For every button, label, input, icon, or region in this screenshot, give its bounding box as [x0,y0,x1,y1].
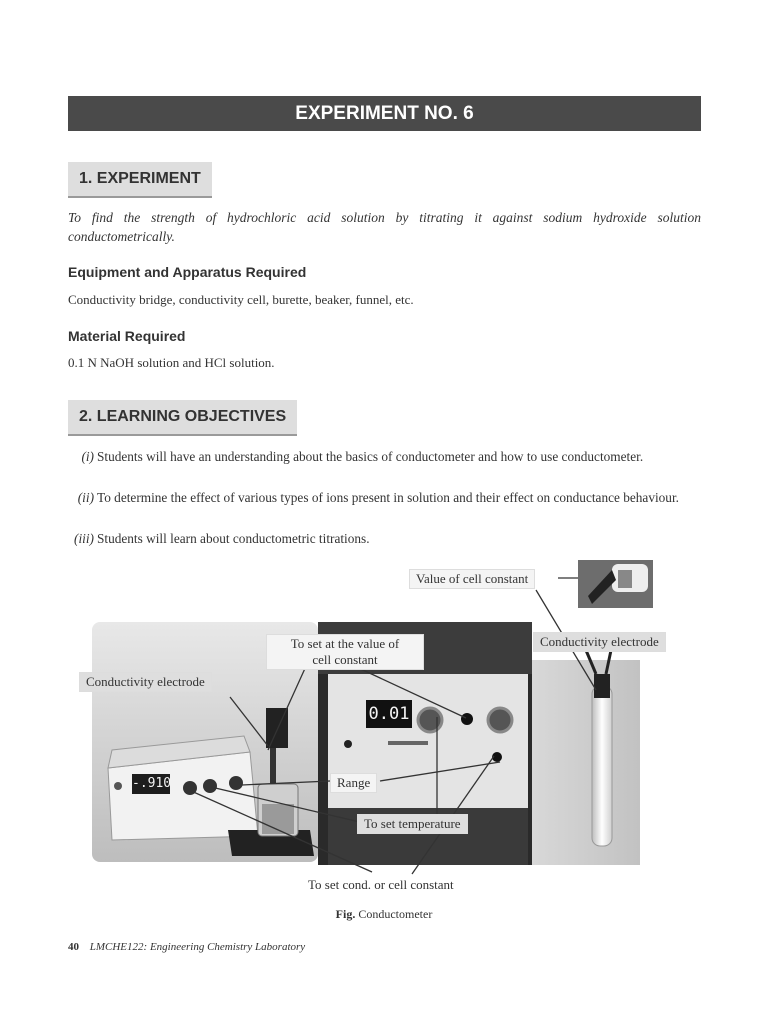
label-set-cell-constant-line1: To set at the value of [290,636,400,651]
section-heading-objectives: 2. LEARNING OBJECTIVES [68,400,297,436]
experiment-title: EXPERIMENT NO. 6 [68,96,701,131]
experiment-aim: To find the strength of hydrochloric acid solution by titrating it against sodium hydroxide solution conductometrically. [68,210,701,244]
course-name: LMCHE122: Engineering Chemistry Laboratory [89,941,306,953]
electrode-photo-right [532,636,640,865]
display-readout-right: 0.01 [368,704,410,724]
material-heading: Material Required [68,328,186,344]
label-value-cell-constant: Value of cell constant [409,569,535,589]
objective-item [68,488,701,528]
figure-caption-text: Conductometer [358,907,433,921]
page-footer [68,941,305,953]
display-readout-left: -.910 [132,776,172,791]
material-text: 0.1 N NaOH solution and HCl solution. [68,355,275,370]
objective-text: Students will have an understanding about the basics of conductometer and how to use conductometer. [97,449,644,464]
figure-caption-label: Fig. [335,907,356,921]
objective-text: To determine the effect of various types of ions present in solution and their effect on conductance behaviour. [97,490,679,505]
label-set-temperature: To set temperature [357,814,468,834]
label-set-cell-constant-line2: cell constant [312,652,378,667]
objective-number: (iii) [74,531,94,546]
objective-text: Students will learn about conductometric titrations. [97,531,370,546]
page-number: 40 [68,941,79,953]
objective-number: (i) [81,449,94,464]
equipment-heading: Equipment and Apparatus Required [68,264,307,280]
equipment-text: Conductivity bridge, conductivity cell, burette, beaker, funnel, etc. [68,292,414,307]
label-set-cond: To set cond. or cell constant [308,877,454,892]
label-set-cell-constant [266,634,424,670]
cell-constant-inset-photo [578,560,653,608]
label-conductivity-electrode-right: Conductivity electrode [533,632,666,652]
label-conductivity-electrode-left: Conductivity electrode [79,672,212,692]
objective-number: (ii) [77,490,94,505]
figure-caption [0,907,768,922]
section-heading-experiment: 1. EXPERIMENT [68,162,212,198]
objective-item [68,447,701,487]
label-range: Range [330,773,377,793]
